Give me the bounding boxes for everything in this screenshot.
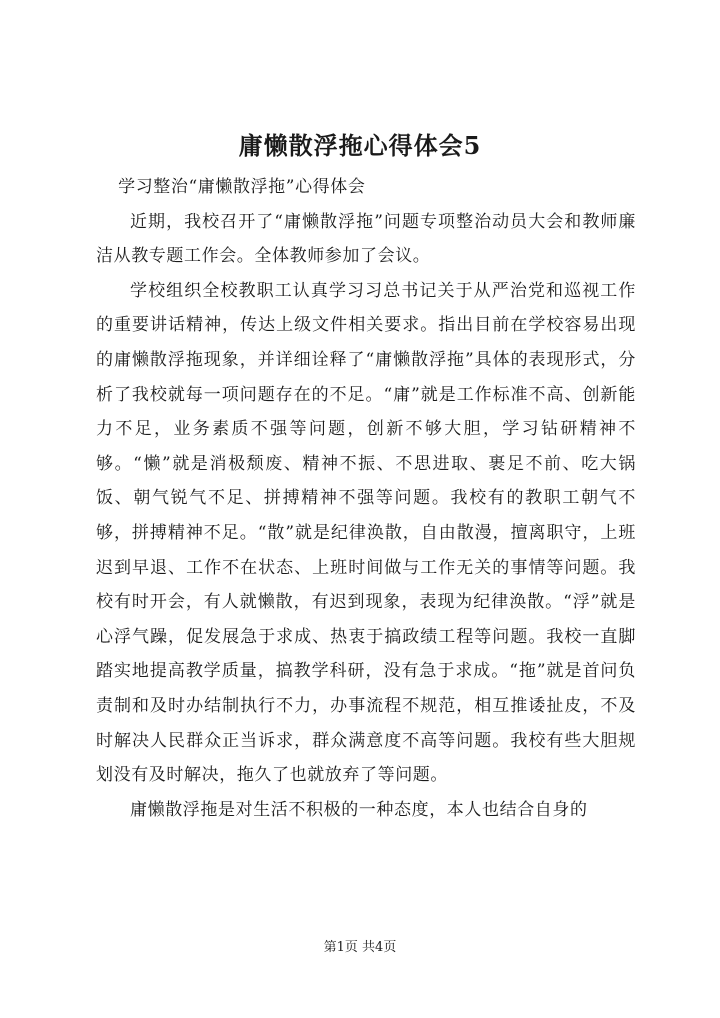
paragraph-2: 学校组织全校教职工认真学习习总书记关于从严治党和巡视工作的重要讲话精神，传达上级文件相关要求。指出目前在学校容易出现的庸懒散浮拖现象，并详细诠释了“庸懒散浮拖”具体的表现形式，分析了我校就每一项问题存在的不足。“庸”就是工作标准不高、创新能力不足，业务素质不强等问题，创新不够大胆，学习钻研精神不够。“懒”就是消极颓废、精神不振、不思进取、裹足不前、吃大锅饭、朝气锐气不足、拼搏精神不强等问题。我校有的教职工朝气不够，拼搏精神不足。“散”就是纪律涣散，自由散漫，擅离职守，上班迟到早退、工作不在状态、上班时间做与工作无关的事情等问题。我校有时开会，有人就懒散，有迟到现象，表现为纪律涣散。“浮”就是心浮气躁，促发展急于求成、热衷于搞政绩工程等问题。我校一直脚踏实地提高教学质量，搞教学科研，没有急于求成。“拖”就是首问负责制和及时办结制执行不力，办事流程不规范，相互推诿扯皮，不及时解决人民群众正当诉求，群众满意度不高等问题。我校有些大胆规划没有及时解决，拖久了也就放弃了等问题。	[96, 280, 636, 786]
page-footer	[0, 938, 720, 958]
page-number-label: 第1页 共4页	[323, 940, 397, 955]
document-body	[96, 170, 636, 827]
paragraph-3: 庸懒散浮拖是对生活不积极的一种态度，本人也结合自身的	[130, 799, 588, 820]
paragraph-1: 近期，我校召开了“庸懒散浮拖”问题专项整治动员大会和教师廉洁从教专题工作会。全体教师参加了会议。	[96, 211, 636, 267]
document-subtitle: 学习整治“庸懒散浮拖”心得体会	[118, 177, 366, 197]
document-title: 庸懒散浮拖心得体会5	[238, 131, 482, 160]
